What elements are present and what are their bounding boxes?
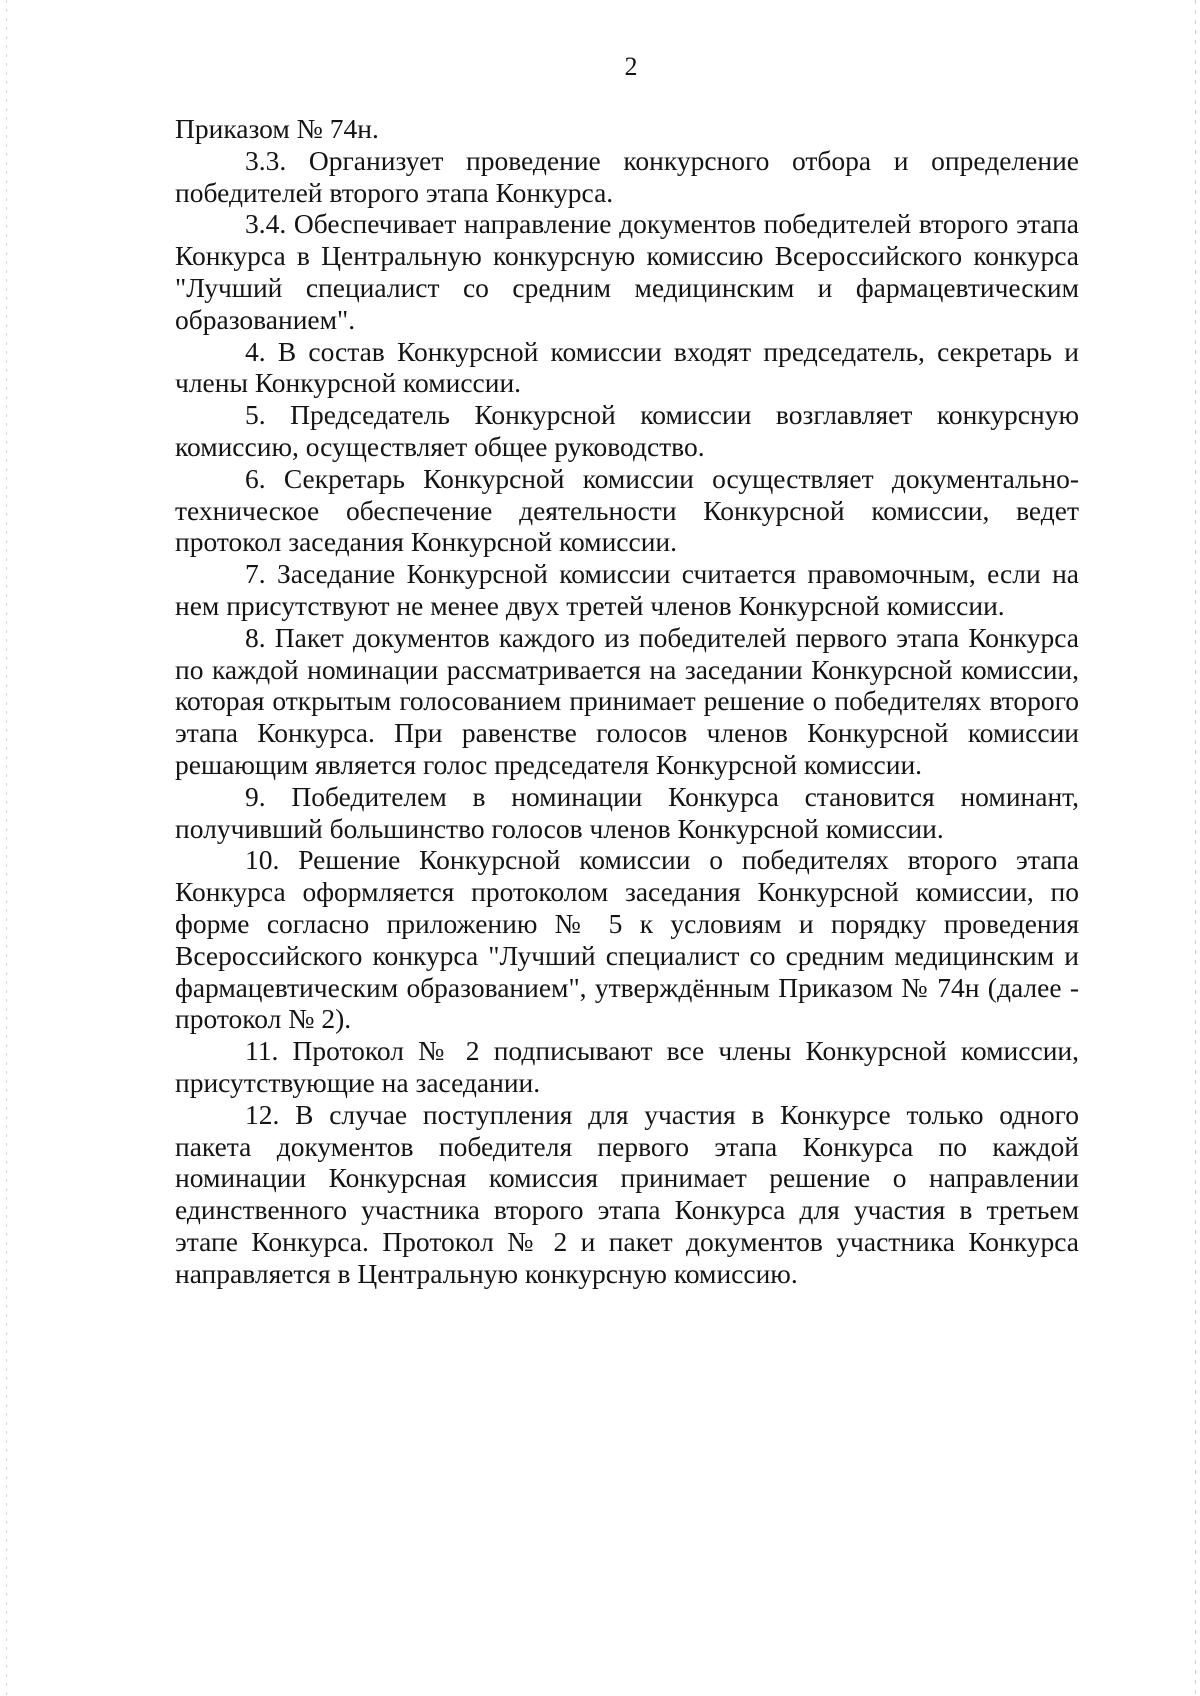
scan-edge-left [6, 0, 7, 1696]
paragraph-11: 11. Протокол № 2 подписывают все члены Конкурсной комиссии, присутствующие на заседании. [175, 1035, 1079, 1098]
page-number: 2 [624, 52, 638, 81]
paragraph-9: 9. Победителем в номинации Конкурса становится номинант, получивший большинство голосов членов Конкурсной комиссии. [175, 780, 1079, 844]
paragraph-5: 5. Председатель Конкурсной комиссии возглавляет конкурсную комиссию, осуществляет общее руководство. [175, 399, 1079, 462]
paragraph-8: 8. Пакет документов каждого из победителей первого этапа Конкурса по каждой номинации рассматривается на заседании Конкурсной комиссии, которая открытым голосованием принимает решение о победителях второго этапа Конкурса. При равенстве голосов членов Конкурсной комиссии решающим является голос председателя Конкурсной комиссии. [175, 621, 1079, 780]
paragraph-10: 10. Решение Конкурсной комиссии о победителях второго этапа Конкурса оформляется протоколом заседания Конкурсной комиссии, по форме согласно приложению № 5 к условиям и порядку проведения Всероссийского конкурса "Лучший специалист со средним медицинским и фармацевтическим образованием", утверждённым Приказом № 74н (далее - протокол № 2). [175, 844, 1079, 1035]
paragraph-continuation: Приказом № 74н. [175, 113, 379, 144]
paragraph-7: 7. Заседание Конкурсной комиссии считается правомочным, если на нем присутствуют не менее двух третей членов Конкурсной комиссии. [175, 558, 1079, 621]
scan-edge-right [1195, 0, 1196, 1696]
paragraph-3-3: 3.3. Организует проведение конкурсного отбора и определение победителей второго этапа Конкурса. [175, 144, 1079, 208]
paragraph-3-4: 3.4. Обеспечивает направление документов победителей второго этапа Конкурса в Центральную конкурсную комиссию Всероссийского конкурса "Лучший специалист со средним медицинским и фармацевтическим образованием". [175, 208, 1079, 335]
document-body [175, 113, 1079, 1289]
paragraph-6: 6. Секретарь Конкурсной комиссии осуществляет документально-техническое обеспечение деятельности Конкурсной комиссии, ведет протокол заседания Конкурсной комиссии. [175, 462, 1079, 558]
paragraph-12: 12. В случае поступления для участия в Конкурсе только одного пакета документов победителя первого этапа Конкурса по каждой номинации Конкурсная комиссия принимает решение о направлении единственного участника второго этапа Конкурса для участия в третьем этапе Конкурса. Протокол № 2 и пакет документов участника Конкурса направляется в Центральную конкурсную комиссию. [175, 1098, 1079, 1289]
paragraph-4: 4. В состав Конкурсной комиссии входят председатель, секретарь и члены Конкурсной комиссии. [175, 335, 1079, 399]
